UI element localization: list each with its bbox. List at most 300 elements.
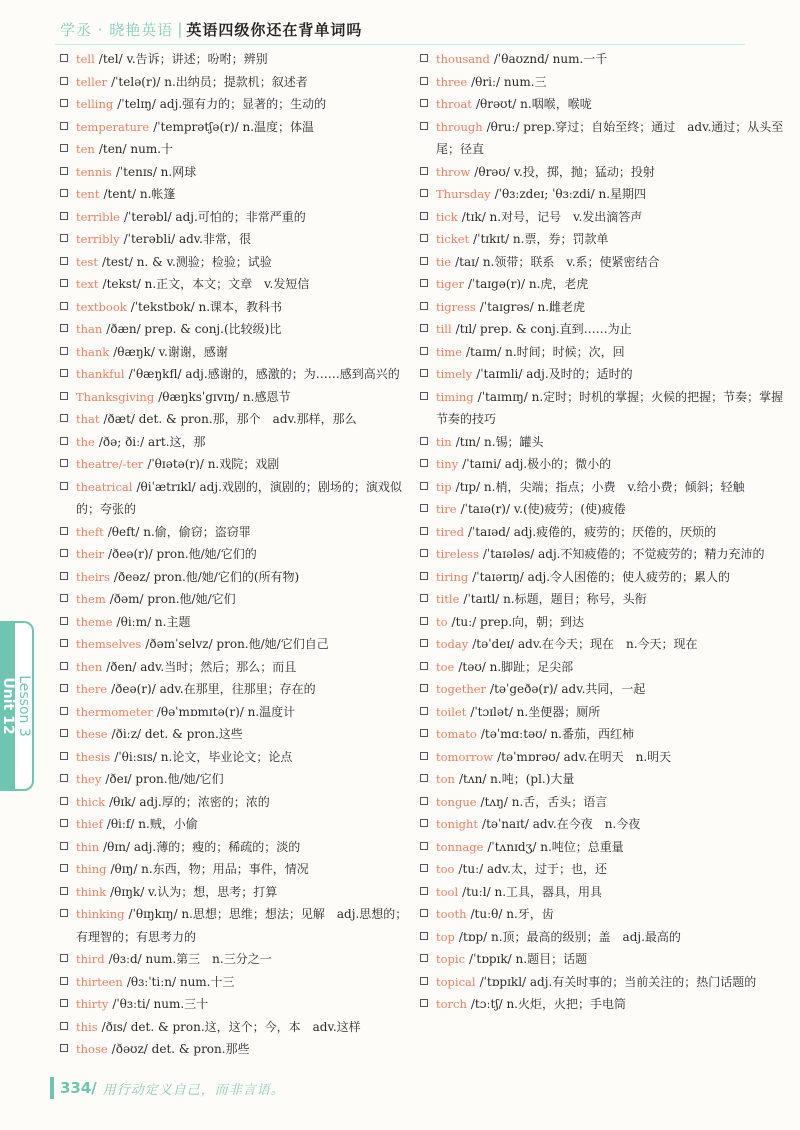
checkbox[interactable] [420,774,428,782]
vocab-entry [420,93,788,116]
vocab-definition: /θrəʊ/ v.投，掷，抛；猛动；投射 [474,164,655,179]
checkbox[interactable] [60,594,68,602]
lesson-label: Lesson 3 [15,675,32,737]
checkbox[interactable] [60,167,68,175]
vocab-entry [60,183,415,206]
vocab-word: theatrical [76,479,133,494]
checkbox[interactable] [420,122,428,130]
checkbox[interactable] [60,279,68,287]
checkbox[interactable] [60,977,68,985]
vocab-definition: /θəˈmɒmɪtə(r)/ n.温度计 [156,704,296,719]
vocab-entry [60,971,415,994]
page-footer [50,1076,285,1100]
checkbox[interactable] [60,459,68,467]
vocab-word: tiger [436,277,464,291]
vocab-entry [420,633,788,656]
vocab-entry [60,768,415,791]
vocab-word: tin [436,434,452,449]
vocab-definition: /tɔːtʃ/ n.火炬，火把；手电筒 [470,997,627,1011]
checkbox[interactable] [420,167,428,175]
vocab-entry [420,296,788,319]
header-divider [55,44,745,45]
vocab-word: topic [436,952,466,966]
checkbox[interactable] [420,932,428,940]
vocab-definition: /ˈθæŋkfl/ adj.感谢的，感激的；为……感到高兴的 [128,367,400,381]
vocab-entry [420,318,788,341]
vocab-entry [420,881,788,904]
vocab-entry [420,588,788,611]
unit-lesson-tab [0,621,34,791]
vocab-entry [420,611,788,634]
vocab-definition: /θɪŋk/ v.认为；想，思考；打算 [110,884,278,899]
vocab-entry [420,858,788,881]
vocab-definition: /ˈterəbli/ adv.非常，很 [123,232,251,246]
checkbox[interactable] [420,909,428,917]
checkbox[interactable] [60,707,68,715]
checkbox[interactable] [420,617,428,625]
page-header [60,18,362,40]
checkbox[interactable] [60,774,68,782]
checkbox[interactable] [60,257,68,265]
vocab-definition: /təˈmɒrəʊ/ adv.在明天 n.明天 [497,749,672,764]
checkbox[interactable] [420,594,428,602]
vocab-definition: /ten/ num.十 [98,142,174,156]
unit-label: Unit 12 [0,677,16,735]
vocab-word: topical [436,974,476,989]
vocab-definition: /ðəmˈselvz/ pron.他/她/它们自己 [145,637,329,651]
vocab-definition: /θiːf/ n.贼，小偷 [106,817,198,831]
vocab-definition: /ˈθaʊznd/ num.一千 [493,52,608,66]
vocab-definition: /ˈtɒpɪk/ n.题目；话题 [469,952,588,966]
vocab-word: then [76,659,103,674]
vocab-definition: /ˈtemprətʃə(r)/ n.温度；体温 [153,119,315,134]
vocab-word: terribly [76,232,120,246]
vocab-definition: /ˈtenɪs/ n.网球 [115,164,197,179]
vocab-entry [60,993,415,1016]
vocab-word: thirteen [76,974,123,989]
checkbox[interactable] [420,999,428,1007]
vocab-definition: /tuː/ adv.太，过于；也，还 [458,862,607,876]
vocab-word: they [76,772,102,786]
vocab-entry [420,543,788,566]
vocab-definition: /ðə; ðiː/ art.这，那 [98,434,206,449]
vocab-definition: /tekst/ n.正文，本文；文章 v.发短信 [102,277,310,291]
checkbox[interactable] [60,549,68,557]
vocab-definition: /tɪk/ n.对号，记号 v.发出滴答声 [461,209,643,224]
vocab-definition: /ˈtɒpɪkl/ adj.有关时事的；当前关注的；热门话题的 [479,974,757,989]
vocab-word: textbook [76,299,127,314]
vocab-definition: /ðen/ adv.当时；然后；那么；而且 [106,659,297,674]
vocab-entry [60,71,415,94]
vocab-entry [60,228,415,251]
vocab-entry [60,948,415,971]
checkbox[interactable] [60,99,68,107]
vocab-word: timing [436,389,474,404]
vocab-word: think [76,884,107,899]
checkbox[interactable] [420,729,428,737]
vocab-entry [60,251,415,274]
vocab-definition: /tʌŋ/ n.舌，舌头；语言 [480,794,608,809]
vocab-word: to [436,614,448,629]
vocab-word: that [76,412,100,426]
vocab-entry [420,431,788,454]
vocab-entry [60,611,415,634]
checkbox[interactable] [420,504,428,512]
vocab-entry [420,48,788,71]
vocab-word: these [76,727,108,741]
vocab-word: time [436,344,463,359]
vocab-word: thesis [76,749,111,764]
vocab-entry [420,476,788,499]
checkbox[interactable] [420,189,428,197]
vocab-entry [60,1038,415,1061]
vocab-word: throw [436,164,471,179]
vocab-definition: /ˈtɪkɪt/ n.票，券；罚款单 [473,232,609,246]
vocab-definition: /ðæn/ prep. & conj.(比较级)比 [106,322,282,336]
vocab-entry [420,71,788,94]
vocab-definition: /θɜːˈtiːn/ num.十三 [126,974,235,989]
checkbox[interactable] [60,234,68,242]
vocab-definition: /ˈtaɪərɪŋ/ adj.令人困倦的；使人疲劳的；累人的 [472,569,731,584]
vocab-word: than [76,322,103,336]
checkbox[interactable] [60,729,68,737]
checkbox[interactable] [420,864,428,872]
checkbox[interactable] [60,77,68,85]
vocab-entry [420,363,788,386]
vocab-entry [60,453,415,476]
checkbox[interactable] [420,392,428,400]
vocab-definition: /tuː/ prep.向，朝；到达 [451,614,585,629]
vocab-word: theme [76,614,113,629]
checkbox[interactable] [60,392,68,400]
vocab-definition: /θæŋksˈgɪvɪŋ/ n.感恩节 [158,389,291,404]
vocab-entry [420,701,788,724]
vocab-word: theft [76,524,104,539]
vocab-word: tool [436,884,459,899]
vocab-entry [60,881,415,904]
vocab-definition: /ðɪs/ det. & pron.这，这个；今，本 adv.这样 [101,1019,361,1034]
vocab-word: telling [76,97,114,111]
brand-name: 学丞 · 晓艳英语 [60,20,174,39]
vocab-entry [420,948,788,971]
vocab-definition: /tʌn/ n.吨；(pl.)大量 [458,772,575,786]
checkbox[interactable] [420,77,428,85]
vocab-word: tiring [436,569,469,584]
checkbox[interactable] [60,144,68,152]
vocab-definition: /θeft/ n.偷，偷窃；盗窃罪 [107,524,251,539]
vocab-entry [60,836,415,859]
checkbox[interactable] [420,234,428,242]
checkbox[interactable] [60,752,68,760]
checkbox[interactable] [60,527,68,535]
checkbox[interactable] [60,819,68,827]
vocab-definition: /tel/ v.告诉；讲述；吩咐；辨别 [98,52,268,66]
vocab-definition: /ðeəz/ pron.他/她/它们的(所有物) [113,569,300,584]
vocab-entry [420,566,788,589]
vocab-column-right [420,48,788,1016]
vocab-word: test [76,254,98,269]
checkbox[interactable] [420,482,428,490]
vocab-definition: /ˈtaɪgrəs/ n.雌老虎 [479,299,586,314]
vocab-entry [420,813,788,836]
vocab-entry [60,93,415,116]
vocab-definition: /ˈtʌnɪdʒ/ n.吨位；总重量 [487,839,624,854]
checkbox[interactable] [420,954,428,962]
vocab-word: through [436,119,483,134]
vocab-definition: /taɪm/ n.时间；时候；次，回 [466,344,625,359]
vocab-word: thing [76,862,107,876]
vocab-definition: /θæŋk/ v.谢谢，感谢 [113,344,228,359]
checkbox[interactable] [60,639,68,647]
vocab-definition: /ˈtaɪni/ adj.极小的；微小的 [462,457,612,471]
vocab-definition: /ˈtelə(r)/ n.出纳员；提款机；叙述者 [111,74,308,89]
checkbox[interactable] [420,324,428,332]
checkbox[interactable] [60,437,68,445]
vocab-entry [60,678,415,701]
vocab-word: torch [436,997,467,1011]
vocab-word: throat [436,97,472,111]
checkbox[interactable] [60,324,68,332]
checkbox[interactable] [60,864,68,872]
vocab-entry [420,341,788,364]
vocab-word: tomato [436,727,477,741]
vocab-definition: /ˈtaɪtl/ n.标题，题目；称号，头衔 [463,592,647,606]
page-number: 334/ [60,1079,97,1097]
vocab-entry [420,926,788,949]
checkbox[interactable] [420,707,428,715]
vocab-entry [60,138,415,161]
vocab-entry [420,746,788,769]
vocab-entry [420,183,788,206]
footer-quote: 用行动定义自己，而非言语。 [102,1082,285,1098]
vocab-definition: /ˈtaɪmɪŋ/ n.定时；时机的掌握；火候的把握；节奏；掌握节奏的技巧 [436,389,784,426]
page-number-bar [50,1077,54,1099]
vocab-entry [60,746,415,769]
checkbox[interactable] [60,369,68,377]
vocab-word: theirs [76,569,110,584]
vocab-definition: /test/ n. & v.测验；检验；试验 [101,254,272,269]
vocab-entry [60,476,415,521]
vocab-word: ton [436,772,455,786]
vocab-definition: /tent/ n.帐篷 [103,187,176,201]
vocab-entry [60,903,415,948]
vocab-word: tonnage [436,839,484,854]
vocab-entry [60,386,415,409]
vocab-entry [420,273,788,296]
vocab-definition: /təˈgeðə(r)/ adv.共同，一起 [490,682,646,696]
vocab-word: today [436,637,469,651]
checkbox[interactable] [60,482,68,490]
vocab-definition: /ˈtekstbʊk/ n.课本，教科书 [130,299,283,314]
vocab-entry [60,363,415,386]
vocab-entry [420,993,788,1016]
checkbox[interactable] [420,977,428,985]
checkbox[interactable] [60,1022,68,1030]
vocab-definition: /təʊ/ n.脚趾；足尖部 [458,659,574,674]
vocab-word: teller [76,74,108,89]
vocab-definition: /ˈterəbl/ adj.可怕的；非常严重的 [123,209,306,224]
checkbox[interactable] [420,639,428,647]
checkbox[interactable] [420,752,428,760]
vocab-word: tooth [436,907,467,921]
checkbox[interactable] [60,212,68,220]
vocab-definition: /ˈtaɪgə(r)/ n.虎，老虎 [467,277,589,291]
vocab-definition: /θɪn/ adj.薄的；瘦的；稀疏的；淡的 [103,839,301,854]
vocab-entry [420,206,788,229]
checkbox[interactable] [420,212,428,220]
vocab-entry [60,701,415,724]
vocab-entry [60,296,415,319]
vocab-word: three [436,74,468,89]
vocab-definition: /θɪŋ/ n.东西，物；用品；事件，情况 [110,862,309,876]
vocab-word: them [76,592,106,606]
vocab-definition: /ˈtɔɪlət/ n.坐便器；厕所 [470,704,601,719]
checkbox[interactable] [420,842,428,850]
lesson-label-box [15,623,32,789]
vocab-definition: /tuːθ/ n.牙，齿 [470,907,554,921]
checkbox[interactable] [60,189,68,197]
vocab-definition: /tɒp/ n.顶；最高的级别；盖 adj.最高的 [458,929,681,944]
checkbox[interactable] [420,819,428,827]
vocab-word: tireless [436,547,479,561]
vocab-entry [60,273,415,296]
vocab-word: third [76,952,105,966]
vocab-word: tennis [76,164,112,179]
vocab-entry [60,1016,415,1039]
vocab-word: tomorrow [436,749,494,764]
checkbox[interactable] [420,369,428,377]
checkbox[interactable] [420,347,428,355]
vocab-definition: /tɪp/ n.梢，尖端；指点；小费 v.给小费；倾斜；轻触 [455,479,745,494]
vocab-definition: /ˈθɜːzdeɪ; ˈθɜːzdi/ n.星期四 [494,187,647,201]
checkbox[interactable] [60,842,68,850]
vocab-entry [420,723,788,746]
vocab-entry [420,228,788,251]
vocab-definition: /θriː/ num.三 [471,74,547,89]
vocab-word: thinking [76,907,125,921]
vocab-definition: /taɪ/ n.领带；联系 v.系；使紧密结合 [455,254,660,269]
vocab-word: theatre/-ter [76,457,144,471]
checkbox[interactable] [420,257,428,265]
vocab-word: title [436,592,460,606]
vocab-entry [60,318,415,341]
checkbox[interactable] [60,54,68,62]
vocab-definition: /ðeɪ/ pron.他/她/它们 [105,772,224,786]
checkbox[interactable] [60,909,68,917]
vocab-word: together [436,682,487,696]
vocab-definition: /ˈθiːsɪs/ n.论文，毕业论文；论点 [114,749,293,764]
vocab-entry [60,341,415,364]
vocab-word: the [76,434,95,449]
vocab-entry [60,161,415,184]
vocab-definition: /tɪl/ prep. & conj.直到……为止 [455,322,632,336]
vocab-entry [420,791,788,814]
vocab-definition: /ˈtaɪmli/ adj.及时的；适时的 [476,367,633,381]
checkbox[interactable] [60,302,68,310]
vocab-definition: /θɪk/ adj.厚的；浓密的；浓的 [109,794,270,809]
checkbox[interactable] [420,437,428,445]
vocab-entry [420,903,788,926]
checkbox[interactable] [420,279,428,287]
checkbox[interactable] [420,459,428,467]
vocab-entry [60,588,415,611]
vocab-word: terrible [76,209,120,224]
checkbox[interactable] [60,797,68,805]
vocab-entry [60,521,415,544]
checkbox[interactable] [60,999,68,1007]
vocab-entry [60,566,415,589]
checkbox[interactable] [420,572,428,580]
vocab-entry [420,768,788,791]
vocab-word: toilet [436,704,467,719]
vocab-word: timely [436,367,473,381]
vocab-definition: /ðeə(r)/ adv.在那里，往那里；存在的 [111,682,316,696]
vocab-word: tigress [436,299,476,314]
checkbox[interactable] [420,99,428,107]
vocab-entry [60,48,415,71]
vocab-word: ticket [436,232,470,246]
checkbox[interactable] [420,684,428,692]
vocab-word: thick [76,794,106,809]
checkbox[interactable] [60,414,68,422]
checkbox[interactable] [60,617,68,625]
vocab-word: thankful [76,367,125,381]
vocab-entry [420,161,788,184]
checkbox[interactable] [60,954,68,962]
book-title: 英语四级你还在背单词吗 [186,20,363,39]
vocab-word: till [436,322,452,336]
vocab-definition: /ðiːz/ det. & pron.这些 [111,727,243,741]
vocab-definition: /ðeə(r)/ pron.他/她/它们的 [108,547,257,561]
checkbox[interactable] [60,572,68,580]
checkbox[interactable] [60,662,68,670]
checkbox[interactable] [60,122,68,130]
vocab-word: tie [436,254,452,269]
checkbox[interactable] [60,1044,68,1052]
checkbox[interactable] [420,302,428,310]
vocab-word: Thursday [436,187,491,201]
vocab-entry [60,656,415,679]
checkbox[interactable] [420,797,428,805]
checkbox[interactable] [420,54,428,62]
checkbox[interactable] [60,887,68,895]
vocab-definition: /ˈtaɪəd/ adj.疲倦的，疲劳的；厌倦的，厌烦的 [467,524,717,539]
unit-label-box [0,623,15,789]
vocab-word: top [436,929,455,944]
vocab-word: tick [436,209,458,224]
header-separator: | [177,20,183,38]
checkbox[interactable] [420,527,428,535]
vocab-definition: /tuːl/ n.工具，器具，用具 [462,884,603,899]
vocab-definition: /ˈtelɪŋ/ adj.强有力的；显著的；生动的 [117,97,327,111]
checkbox[interactable] [420,662,428,670]
checkbox[interactable] [60,684,68,692]
checkbox[interactable] [420,887,428,895]
vocab-column-left [60,48,415,1061]
vocab-word: tonight [436,817,479,831]
vocab-definition: /təˈmɑːtəʊ/ n.番茄，西红柿 [480,727,634,741]
vocab-word: thousand [436,52,490,66]
vocab-entry [60,791,415,814]
checkbox[interactable] [420,549,428,557]
vocab-definition: /ˈθɜːti/ num.三十 [112,997,209,1011]
vocab-word: temperature [76,119,150,134]
vocab-entry [60,431,415,454]
vocab-word: this [76,1019,98,1034]
vocab-entry [420,116,788,161]
vocab-word: tent [76,187,100,201]
checkbox[interactable] [60,347,68,355]
